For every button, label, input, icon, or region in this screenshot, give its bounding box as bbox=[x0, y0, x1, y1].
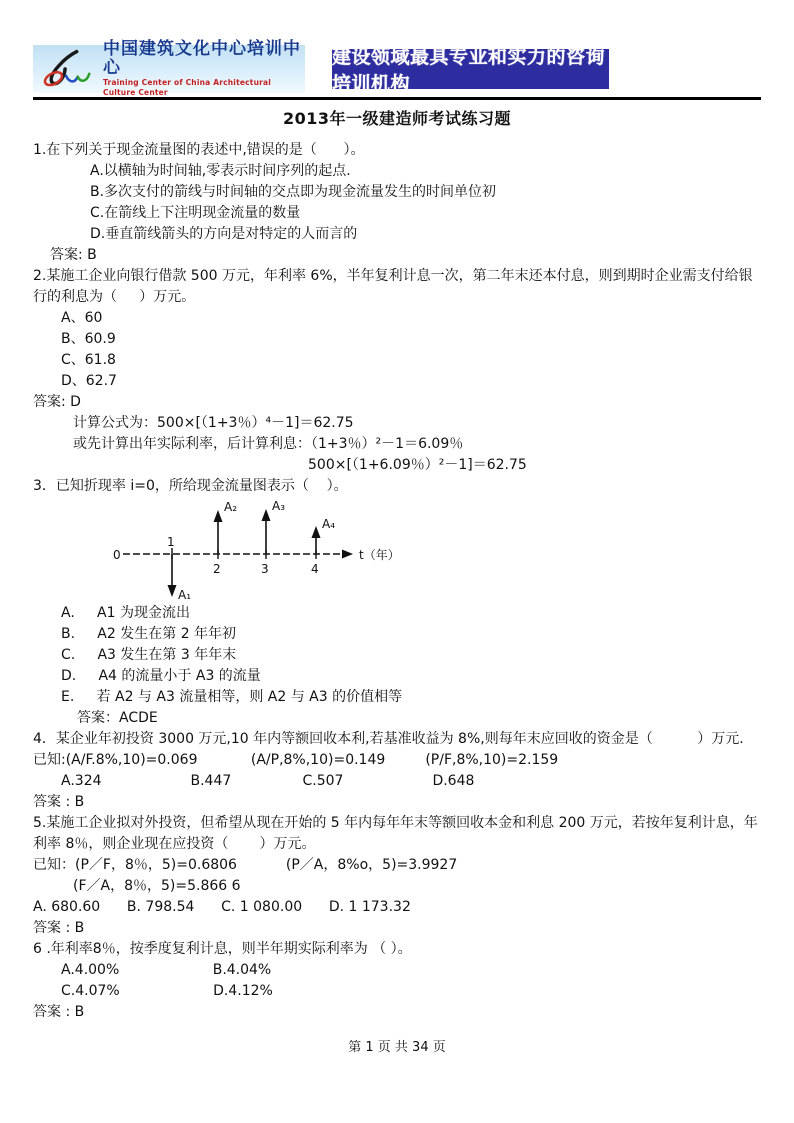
a3-label: A₃ bbox=[272, 499, 286, 513]
q2-explanation-1: 计算公式为：500×[（1+3％）⁴－1]＝62.75 bbox=[73, 415, 354, 431]
q4-answer: 答案 : B bbox=[33, 794, 85, 810]
logo-title: 中国建筑文化中心培训中心 bbox=[103, 39, 301, 78]
q2-option-b: B、60.9 bbox=[61, 331, 116, 347]
tick-3-label: 3 bbox=[261, 562, 269, 576]
q3-option-d: D. A4 的流量小于 A3 的流量 bbox=[61, 668, 261, 684]
logo bbox=[33, 39, 305, 97]
cash-flow-diagram bbox=[111, 498, 441, 602]
q3-option-e: E. 若 A2 与 A3 流量相等，则 A2 与 A3 的价值相等 bbox=[61, 689, 403, 705]
q5-options: A. 680.60 B. 798.54 C. 1 080.00 D. 1 173.32 bbox=[33, 899, 411, 915]
a2-arrowhead-icon bbox=[214, 510, 223, 522]
a4-label: A₄ bbox=[322, 517, 336, 531]
header bbox=[33, 39, 761, 97]
q1-answer: 答案: B bbox=[50, 247, 97, 263]
q4-stem: 4．某企业年初投资 3000 万元,10 年内等额回收本利,若基准收益为 8%,则每年末应回收的资金是（ ）万元. bbox=[33, 731, 744, 747]
q2-stem: 2.某施工企业向银行借款 500 万元，年利率 6%，半年复利计息一次，第二年末还本付息，则到期时企业需支付给银行的利息为（ ）万元。 bbox=[33, 268, 753, 305]
logo-mark-icon bbox=[39, 47, 97, 91]
q1-option-b: B.多次支付的箭线与时间轴的交点即为现金流量发生的时间单位初 bbox=[90, 184, 497, 200]
page-footer: 第 1 页 共 34 页 bbox=[348, 1040, 446, 1055]
a2-label: A₂ bbox=[224, 500, 238, 514]
q1-option-d: D.垂直箭线箭头的方向是对特定的人而言的 bbox=[90, 226, 358, 242]
header-banner: 建设领域最具专业和实力的咨询培训机构 bbox=[332, 49, 609, 89]
q1-option-a: A.以横轴为时间轴,零表示时间序列的起点. bbox=[90, 163, 351, 179]
q2-option-a: A、60 bbox=[61, 310, 103, 326]
q2-explanation-3: 500×[（1+6.09％）²－1]＝62.75 bbox=[308, 457, 527, 473]
axis-label: t（年） bbox=[359, 548, 400, 562]
q6-answer: 答案 : B bbox=[33, 1004, 85, 1020]
q2-answer: 答案: D bbox=[33, 394, 81, 410]
q3-option-b: B. A2 发生在第 2 年年初 bbox=[61, 626, 237, 642]
q5-known-2: (F／A，8％，5)=5.866 6 bbox=[73, 878, 241, 894]
tick-1-label: 1 bbox=[167, 535, 175, 549]
a3-arrowhead-icon bbox=[262, 509, 271, 521]
q2-explanation-2: 或先计算出年实际利率，后计算利息：（1+3％）²－1＝6.09％ bbox=[73, 436, 464, 452]
logo-subtitle: Training Center of China Architectural Culture Center bbox=[103, 78, 272, 97]
q5-known-1: 已知：(P／F，8％，5)=0.6806 (P／A，8%o，5)=3.9927 bbox=[33, 857, 458, 873]
tick-4-label: 4 bbox=[311, 562, 319, 576]
q2-option-d: D、62.7 bbox=[61, 373, 117, 389]
q4-options: A.324 B.447 C.507 D.648 bbox=[61, 773, 475, 789]
q6-options-row2: C.4.07% D.4.12% bbox=[61, 983, 273, 999]
q4-known: 已知:(A/F.8%,10)=0.069 (A/P,8%,10)=0.149 (P/F,8%,10)=2.159 bbox=[33, 752, 559, 768]
q1-option-c: C.在箭线上下注明现金流量的数量 bbox=[90, 205, 301, 221]
q2-option-c: C、61.8 bbox=[61, 352, 116, 368]
q5-stem: 5.某施工企业拟对外投资，但希望从现在开始的 5 年内每年年末等额回收本金和利息 200 万元，若按年复利计息，年利率 8％，则企业现在应投资（ ）万元。 bbox=[33, 815, 758, 852]
page-title: 2013年一级建造师考试练习题 bbox=[282, 109, 512, 128]
a1-label: A₁ bbox=[178, 588, 192, 602]
content bbox=[33, 140, 761, 1023]
q6-stem: 6 .年利率8％，按季度复利计息，则半年期实际利率为 （ ）。 bbox=[33, 941, 412, 957]
q1-stem: 1.在下列关于现金流量图的表述中,错误的是（ ）。 bbox=[33, 142, 365, 158]
axis-origin-label: 0 bbox=[113, 548, 121, 562]
q6-options-row1: A.4.00% B.4.04% bbox=[61, 962, 272, 978]
a4-arrowhead-icon bbox=[312, 526, 321, 538]
q5-answer: 答案 : B bbox=[33, 920, 85, 936]
q3-stem: 3．已知折现率 i=0，所给现金流量图表示（ ）。 bbox=[33, 478, 348, 494]
logo-text bbox=[103, 40, 305, 98]
q3-option-c: C. A3 发生在第 3 年年末 bbox=[61, 647, 237, 663]
q3-option-a: A. A1 为现金流出 bbox=[61, 605, 190, 621]
tick-2-label: 2 bbox=[213, 562, 221, 576]
q3-answer: 答案：ACDE bbox=[77, 710, 158, 726]
a1-arrowhead-icon bbox=[168, 585, 177, 597]
axis-arrowhead-icon bbox=[342, 550, 353, 559]
